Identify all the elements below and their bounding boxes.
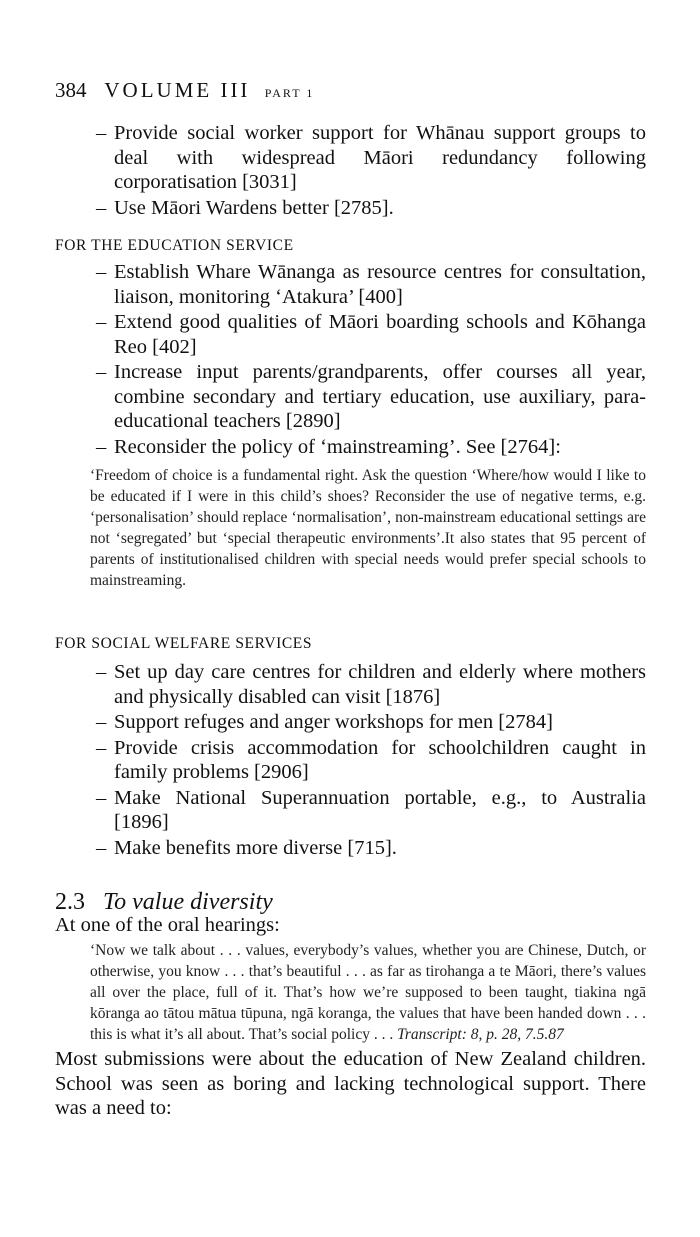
list-item: – Make National Superannuation portable, e.g., to Australia [1896] xyxy=(96,786,646,833)
list-item: – Set up day care centres for children and elderly where mothers and physically disabled can visit [1876] xyxy=(96,661,646,708)
recommendation-list-education xyxy=(0,260,700,460)
list-item: – Reconsider the policy of ‘mainstreaming’. See [2764]: xyxy=(96,435,561,458)
intro-paragraph: At one of the oral hearings: xyxy=(55,914,280,936)
list-item: – Establish Whare Wānanga as resource centres for consultation, liaison, monitoring ‘Atakura’ [400] xyxy=(96,261,646,308)
section-number: 2.3 xyxy=(55,889,85,915)
section-title: To value diversity xyxy=(103,889,273,915)
body-paragraph: Most submissions were about the education of New Zealand children. School was seen as boring and lacking technological support. There was a need to: xyxy=(55,1048,646,1119)
block-quote-oral-hearing xyxy=(90,940,646,1045)
list-item: – Increase input parents/grandparents, offer courses all year, combine secondary and tertiary education, use auxiliary, para-educational teachers [2890] xyxy=(96,361,646,432)
section-label-education: FOR THE EDUCATION SERVICE xyxy=(55,237,294,254)
part-label: PART 1 xyxy=(264,86,315,100)
volume-label: VOLUME III xyxy=(104,78,251,102)
block-quote-mainstreaming: ‘Freedom of choice is a fundamental right. Ask the question ‘Where/how would I like to be educated if I were in this child’s shoes? Reconsider the use of negative terms, e.g. ‘personalisation’ should replace ‘normalisation’, non-mainstream educational settings are not ‘segregated’ but ‘special therapeutic environments’.It also states that 95 percent of parents of institutionalised children with special needs would prefer special schools to mainstreaming. xyxy=(90,467,646,589)
list-item: – Provide social worker support for Whānau support groups to deal with widespread Māori redundancy following corporatisation [3031] xyxy=(96,122,646,193)
section-label-social-welfare: FOR SOCIAL WELFARE SERVICES xyxy=(55,635,313,652)
list-item: – Extend good qualities of Māori boarding schools and Kōhanga Reo [402] xyxy=(96,311,646,358)
recommendation-list-social-welfare xyxy=(0,660,700,861)
list-item: – Support refuges and anger workshops for men [2784] xyxy=(96,711,553,733)
quote-text: ‘Now we talk about . . . values, everybody’s values, whether you are Chinese, Dutch, or otherwise, you know . . . that’s beautiful . . . as far as tirohanga a te Māori, there’s values all over the place, full of it. That’s how we’re supposed to been taught, tiakina ngā kōranga ao tātou mātua tūpuna, ngā koranga, the values that have been handed down . . . this is what it’s all about. That’s social policy . . . xyxy=(90,942,646,1043)
running-head xyxy=(55,78,314,105)
list-item: – Use Māori Wardens better [2785]. xyxy=(96,196,394,219)
list-item: – Make benefits more diverse [715]. xyxy=(96,836,397,859)
list-item: – Provide crisis accommodation for schoolchildren caught in family problems [2906] xyxy=(96,736,646,783)
quote-source: Transcript: 8, p. 28, 7.5.87 xyxy=(397,1026,564,1043)
recommendation-list-welfare-support xyxy=(0,121,700,220)
section-heading xyxy=(55,888,273,916)
page-number: 384 xyxy=(55,78,87,102)
